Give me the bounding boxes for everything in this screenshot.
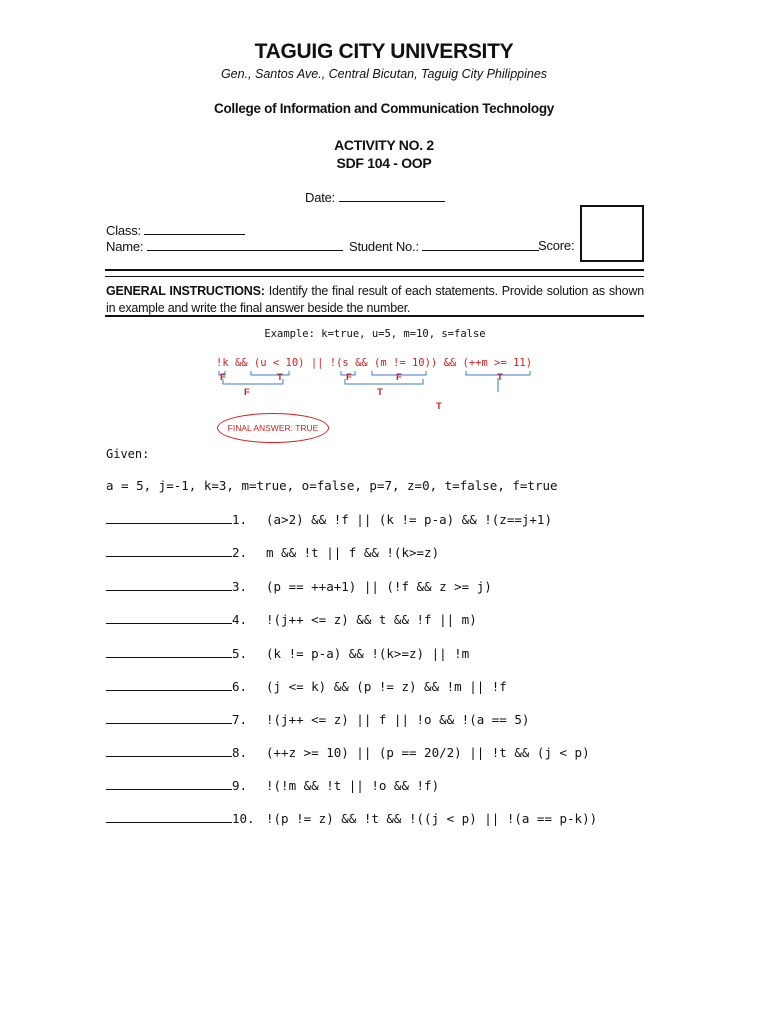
class-field: [106, 222, 245, 238]
score-label: Score:: [538, 238, 575, 253]
activity-number: ACTIVITY NO. 2: [334, 137, 434, 153]
instructions-text: Identify the final result of each statements. Provide solution as shown in example and write the final answer beside the number.: [106, 284, 644, 315]
question-number: 9.: [232, 778, 248, 793]
date-label: Date:: [305, 190, 336, 205]
question-row: [106, 678, 507, 694]
final-answer-ellipse: FINAL ANSWER: TRUE: [217, 413, 329, 443]
student-no-line[interactable]: [422, 238, 539, 251]
question-expression: (p == ++a+1) || (!f && z >= j): [266, 579, 492, 594]
student-no-field: [349, 238, 539, 254]
question-expression: (j <= k) && (p != z) && !m || !f: [266, 679, 507, 694]
class-line[interactable]: [144, 222, 245, 235]
example-expression: !k && (u < 10) || !(s && (m != 10)) && (++m >= 11): [216, 357, 533, 369]
question-expression: (a>2) && !f || (k != p-a) && !(z==j+1): [266, 512, 552, 527]
name-field: [106, 238, 343, 254]
question-row: [106, 544, 439, 560]
question-number: 7.: [232, 712, 248, 727]
bracket-left-pair: [223, 379, 283, 384]
question-expression: (k != p-a) && !(k>=z) || !m: [266, 646, 470, 661]
question-number: 2.: [232, 545, 248, 560]
answer-blank[interactable]: [106, 645, 232, 658]
answer-blank[interactable]: [106, 744, 232, 757]
question-expression: m && !t || f && !(k>=z): [266, 545, 440, 560]
date-field: [305, 189, 445, 205]
score-box[interactable]: [580, 205, 644, 262]
name-line[interactable]: [147, 238, 343, 251]
bracket-middle: [345, 379, 423, 384]
question-row: [106, 611, 477, 627]
question-expression: (++z >= 10) || (p == 20/2) || !t && (j < p): [266, 745, 590, 760]
answer-blank[interactable]: [106, 678, 232, 691]
answer-blank[interactable]: [106, 544, 232, 557]
given-variables: a = 5, j=-1, k=3, m=true, o=false, p=7, z=0, t=false, f=true: [106, 478, 558, 493]
answer-blank[interactable]: [106, 777, 232, 790]
label-s: F: [346, 372, 352, 383]
label-middle-result: T: [377, 387, 383, 398]
question-number: 8.: [232, 745, 248, 760]
question-row: [106, 511, 552, 527]
general-instructions: [106, 283, 644, 317]
label-m-ne-10: F: [396, 372, 402, 383]
question-row: [106, 711, 529, 727]
question-expression: !(j++ <= z) || f || !o && !(a == 5): [266, 712, 530, 727]
label-final-result: T: [436, 401, 442, 412]
given-label: Given:: [106, 447, 150, 461]
bracket-u-lt-10: [251, 371, 289, 375]
date-line[interactable]: [339, 189, 445, 202]
label-u-lt-10: T: [277, 372, 283, 383]
top-rule-thick: [105, 269, 644, 271]
question-expression: !(p != z) && !t && !((j < p) || !(a == p-k)): [266, 811, 598, 826]
university-address: Gen., Santos Ave., Central Bicutan, Taguig City Philippines: [220, 67, 548, 81]
label-left-result: F: [244, 387, 250, 398]
answer-blank[interactable]: [106, 511, 232, 524]
label-pre-inc: T: [497, 372, 503, 383]
question-row: [106, 578, 492, 594]
question-number: 1.: [232, 512, 248, 527]
university-title: TAGUIG CITY UNIVERSITY: [254, 40, 514, 63]
instructions-heading: GENERAL INSTRUCTIONS:: [106, 284, 265, 298]
question-row: [106, 744, 590, 760]
label-not-k: F: [220, 372, 226, 383]
answer-blank[interactable]: [106, 810, 232, 823]
example-line: Example: k=true, u=5, m=10, s=false: [264, 328, 486, 340]
answer-blank[interactable]: [106, 611, 232, 624]
answer-blank[interactable]: [106, 711, 232, 724]
question-number: 3.: [232, 579, 248, 594]
bottom-rule: [105, 315, 644, 317]
question-number: 10.: [232, 811, 255, 826]
question-number: 6.: [232, 679, 248, 694]
question-row: [106, 810, 597, 826]
question-number: 4.: [232, 612, 248, 627]
college-name: College of Information and Communication Technology: [214, 101, 554, 116]
question-expression: !(!m && !t || !o && !f): [266, 778, 440, 793]
question-row: [106, 645, 469, 661]
class-label: Class:: [106, 223, 141, 238]
course-code: SDF 104 - OOP: [336, 155, 432, 171]
question-number: 5.: [232, 646, 248, 661]
name-label: Name:: [106, 239, 144, 254]
top-rule-thin: [105, 276, 644, 277]
question-expression: !(j++ <= z) && t && !f || m): [266, 612, 477, 627]
question-row: [106, 777, 439, 793]
student-no-label: Student No.:: [349, 239, 419, 254]
answer-blank[interactable]: [106, 578, 232, 591]
